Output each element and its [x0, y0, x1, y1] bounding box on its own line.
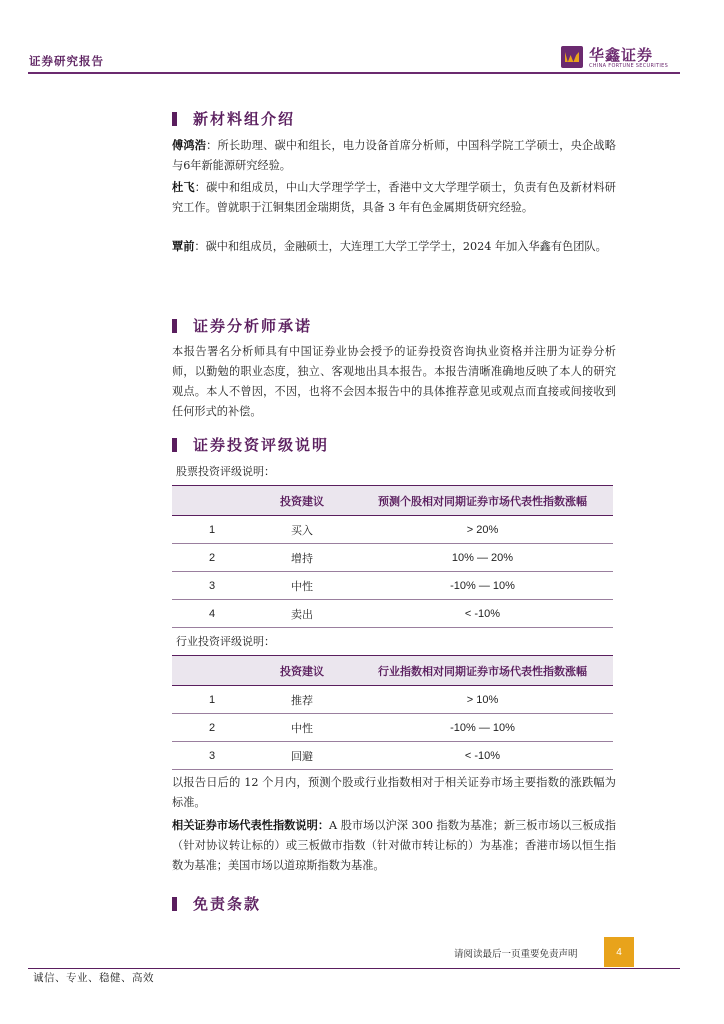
table-cell: < -10%: [464, 749, 501, 762]
table-cell: -10% — 10%: [450, 721, 515, 734]
table-row: [172, 686, 613, 714]
table-header-cell: 投资建议: [280, 494, 324, 508]
section-bar-icon: [172, 112, 177, 126]
table-cell: < -10%: [464, 607, 501, 620]
member-bio-1: [172, 135, 616, 176]
table-cell: 回避: [291, 749, 313, 763]
table-row: [172, 572, 613, 600]
table-cell: 1: [208, 523, 216, 536]
table-cell: > 10%: [466, 693, 499, 706]
table-header-row: [172, 656, 613, 686]
disclaimer-section-title: 免责条款: [193, 895, 262, 913]
member-bio-text: ：所长助理、碳中和组长，电力设备首席分析师，中国科学院工学硕士，央企战略与6年新能源研究经验。: [172, 139, 616, 172]
member-name: 杜飞: [172, 180, 195, 194]
team-section-heading: [172, 108, 295, 129]
table-row: [172, 714, 613, 742]
company-slogan: 诚信、专业、稳健、高效: [33, 972, 154, 984]
table-cell: -10% — 10%: [450, 579, 515, 592]
disclaimer-section-heading: [172, 893, 261, 914]
member-bio-text: ：碳中和组成员，中山大学理学学士，香港中文大学理学硕士，负责有色及新材料研究工作。曾就职于江铜集团金瑞期货，具备 3 年有色金属期货研究经验。: [172, 181, 616, 214]
logo-english-name: CHINA FORTUNE SECURITIES: [589, 63, 669, 69]
commitment-section-heading: [172, 315, 312, 336]
table-cell: 10% — 20%: [451, 551, 514, 564]
index-description-text: A 股市场以沪深 300 指数为基准；新三板市场以三板成指（针对协议转让标的）或三板做市指数（针对做市转让标的）为基准；香港市场以恒生指数为基准；美国市场以道琼斯指数为基准。: [172, 819, 616, 872]
table-cell: 卖出: [291, 607, 313, 621]
section-bar-icon: [172, 319, 177, 333]
table-cell: 3: [208, 579, 216, 592]
member-name: 覃前: [172, 239, 195, 253]
header-divider: [28, 72, 680, 74]
table-cell: > 20%: [466, 523, 499, 536]
report-type-label: 证券研究报告: [29, 54, 104, 68]
table-cell: 1: [208, 693, 216, 706]
table-header-cell: 投资建议: [280, 664, 324, 678]
rating-section-title: 证券投资评级说明: [193, 436, 330, 454]
logo-name: 华鑫证券: [589, 46, 654, 64]
commitment-text: 本报告署名分析师具有中国证券业协会授予的证券投资咨询执业资格并注册为证券分析师，以勤勉的职业态度，独立、客观地出具本报告。本报告清晰准确地反映了本人的研究观点。本人不曾因，不因，也将不会因本报告中的具体推荐意见或观点而直接或间接收到任何形式的补偿。: [172, 345, 616, 418]
stock-rating-label: 股票投资评级说明：: [176, 465, 275, 478]
team-section-title: 新材料组介绍: [193, 110, 296, 128]
table-header-cell: 预测个股相对同期证券市场代表性指数涨幅: [378, 494, 587, 508]
table-cell: 中性: [291, 721, 313, 735]
member-bio-text: ：碳中和组成员，金融硕士，大连理工大学工学学士，2024 年加入华鑫有色团队。: [194, 240, 607, 253]
footer-disclaimer-note: 请阅读最后一页重要免责声明: [454, 949, 578, 960]
table-cell: 3: [208, 749, 216, 762]
table-row: [172, 544, 613, 572]
table-header-cell: [172, 656, 252, 686]
logo-mark-icon: [561, 46, 583, 68]
table-header-cell: [172, 486, 252, 516]
section-bar-icon: [172, 438, 177, 452]
member-bio-3: [172, 236, 616, 257]
table-header-cell: 行业指数相对同期证券市场代表性指数涨幅: [378, 664, 587, 678]
page-number: 4: [604, 937, 634, 967]
index-description-title: 相关证券市场代表性指数说明：: [172, 818, 330, 832]
table-cell: 中性: [291, 579, 313, 593]
table-cell: 4: [208, 607, 216, 620]
rating-note: 以报告日后的 12 个月内，预测个股或行业指数相对于相关证券市场主要指数的涨跌幅为标准。: [172, 776, 616, 809]
table-header-row: [172, 486, 613, 516]
industry-rating-table: [172, 655, 613, 770]
rating-section-heading: [172, 434, 329, 455]
table-row: [172, 600, 613, 628]
index-description: [172, 815, 616, 876]
table-cell: 2: [208, 551, 216, 564]
stock-rating-table: [172, 485, 613, 628]
member-bio-2: [172, 177, 616, 218]
section-bar-icon: [172, 897, 177, 911]
industry-rating-label: 行业投资评级说明：: [176, 635, 275, 648]
commitment-section-title: 证券分析师承诺: [193, 317, 313, 335]
table-cell: 买入: [291, 523, 313, 537]
table-row: [172, 742, 613, 770]
footer-divider: [28, 968, 680, 969]
company-logo: [561, 44, 669, 70]
table-cell: 推荐: [291, 693, 313, 707]
table-row: [172, 516, 613, 544]
member-name: 傅鸿浩: [172, 138, 207, 152]
table-cell: 2: [208, 721, 216, 734]
table-cell: 增持: [291, 551, 313, 565]
